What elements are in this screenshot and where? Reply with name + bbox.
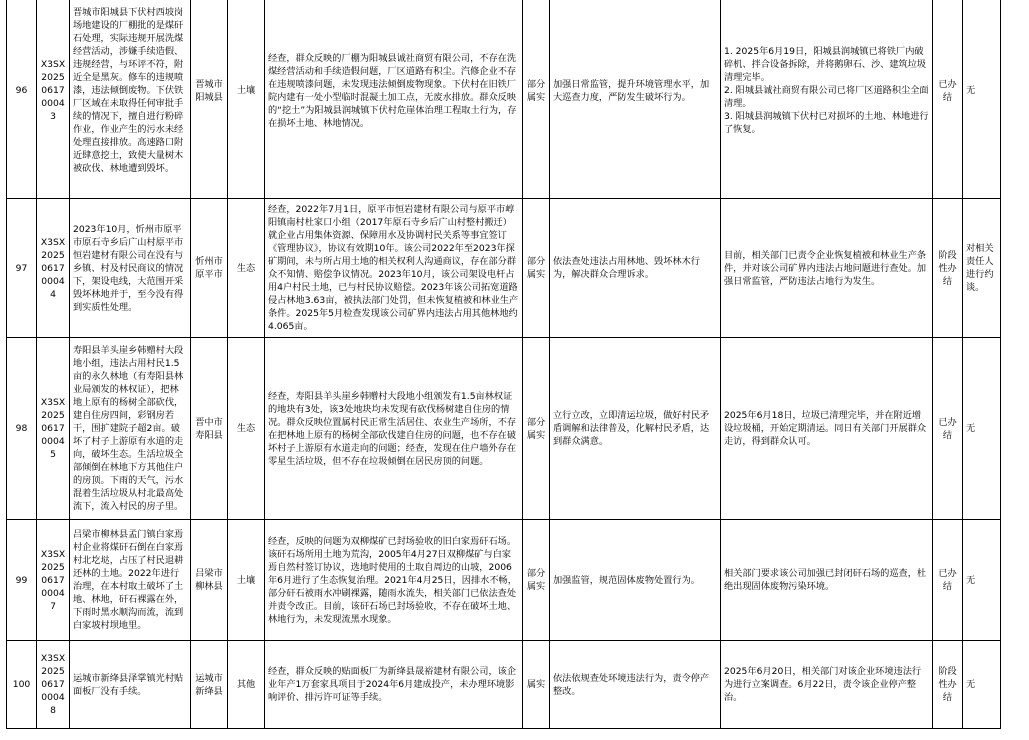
row-number: 97	[7, 199, 37, 338]
handling-result: 阶段性办结	[933, 199, 963, 338]
region: 晋城市阳城县	[191, 0, 228, 199]
case-code: X3SX2025061700047	[37, 520, 70, 641]
case-code: X3SX2025061700048	[37, 641, 70, 729]
case-code: X3SX2025061700045	[37, 338, 70, 520]
pollution-type: 土壤	[228, 0, 265, 199]
row-number: 100	[7, 641, 37, 729]
complaint-content: 运城市新绛县泽掌镇光村贴面板厂没有手续。	[70, 641, 191, 729]
case-code: X3SX2025061700044	[37, 199, 70, 338]
complaint-content: 2023年10月，忻州市原平市原石寺乡后广山村原平市恒岩建材有限公司在没有与乡镇、村及村民商议的情况下，架设电线，大范围开采毁坏林地并于，至今没有得到实质性处理。	[70, 199, 191, 338]
region: 吕梁市柳林县	[191, 520, 228, 641]
investigation-finding: 经查，群众反映的贴面板厂为新绛县晟裕建材有限公司，该企业年产1万套家具项目于2024年6月建成投产，未办理环境影响评价、排污许可证等手续。	[265, 641, 523, 729]
rectification-measures: 加强监管，规范固体废物处置行为。	[550, 520, 721, 641]
truth-status: 部分属实	[523, 338, 550, 520]
rectification-progress: 2025年6月18日，垃圾已清理完毕，并在附近增设垃圾桶，开始定期清运。同日有关部门开展群众走访，得到群众认可。	[721, 338, 933, 520]
truth-status: 部分属实	[523, 199, 550, 338]
investigation-finding: 经查，群众反映的厂棚为阳城县诚社商贸有限公司，不存在洗煤经营活动和手续造假问题，厂区道路有积尘。汽修企业不存在违规喷漆问题，未发现违法倾倒废物现象。下伏村在旧铁厂院内建有一处小型临时混凝土加工点，无废水排放。群众反映的“挖土”为阳城县润城镇下伏村危崖体治理工程取土行为，存在损坏土地、林地情况。	[265, 0, 523, 199]
pollution-type: 土壤	[228, 520, 265, 641]
truth-status: 属实	[523, 641, 550, 729]
accountability: 无	[963, 641, 1001, 729]
complaint-content: 寿阳县羊头崖乡韩赠村大段地小组，违法占用村民1.5亩的永久林地（有寿阳县林业局颁发的林权证），把林地上原有的杨树全部砍伐，建自住房四间，彩钢房若干，围扩建院子超2亩。破坏了村子上游原有水道的走向，破坏生态。生活垃圾全部倾倒在林地下方其他住户的房顶。下雨的天气，污水混着生活垃圾从村北最高处流下，流入村民的房子里。	[70, 338, 191, 520]
rectification-measures: 依法查处违法占用林地、毁坏林木行为，解决群众合理诉求。	[550, 199, 721, 338]
accountability: 无	[963, 520, 1001, 641]
pollution-type: 其他	[228, 641, 265, 729]
truth-status: 部分属实	[523, 0, 550, 199]
table-row	[7, 0, 1001, 199]
rectification-measures: 依法依规查处环境违法行为，责令停产整改。	[550, 641, 721, 729]
row-number: 98	[7, 338, 37, 520]
rectification-progress: 目前，相关部门已责令企业恢复植被和林业生产条件，并对该公司矿界内违法占地问题进行查处。加强日常监管，严防违法占地行为发生。	[721, 199, 933, 338]
row-number: 99	[7, 520, 37, 641]
accountability: 无	[963, 338, 1001, 520]
handling-result: 阶段性办结	[933, 641, 963, 729]
region: 忻州市原平市	[191, 199, 228, 338]
handling-result: 已办结	[933, 338, 963, 520]
rectification-progress: 2025年6月20日，相关部门对该企业环境违法行为进行立案调查。6月22日，责令该企业停产整治。	[721, 641, 933, 729]
table-row	[7, 641, 1001, 729]
investigation-finding: 经查，反映的问题为双柳煤矿已封场验收的旧白家焉矸石场。该矸石场所用土地为荒沟，2005年4月27日双柳煤矿与白家焉自然村签订协议，选地时使用的土取自周边的山坡，2006年6月进行了生态恢复治理。2021年4月25日，因排水不畅，部分矸石被雨水冲刷裸露，随雨水流失，相关部门已依法查处并责令改正。目前，该矸石场已封场验收，不存在破坏土地、林地行为，未发现流黑水现象。	[265, 520, 523, 641]
accountability: 无	[963, 0, 1001, 199]
investigation-finding: 经查，2022年7月1日，原平市恒岩建材有限公司与原平市崞阳镇南村杜家口小组（2017年原石寺乡后广山村整村搬迁）就企业占用集体资源、保障用水及协调村民关系等事宜签订《管理协议》，协议有效期10年。该公司2022年至2023年探矿期间，未与所占用土地的相关权利人沟通商议，存在部分群众不知情、赔偿争议情况。2023年10月，该公司架设电杆占用4户村民土地，已与村民协议赔偿。2023年该公司拓宽道路侵占林地3.63亩，被执法部门处罚，但未恢复植被和林业生产条件。2025年5月检查发现该公司矿界内违法占用其他林地约4.065亩。	[265, 199, 523, 338]
row-number: 96	[7, 0, 37, 199]
region: 晋中市寿阳县	[191, 338, 228, 520]
rectification-measures: 立行立改，立即清运垃圾，做好村民矛盾调解和法律普及，化解村民矛盾，达到群众满意。	[550, 338, 721, 520]
pollution-type: 生态	[228, 338, 265, 520]
accountability: 对相关责任人进行约谈。	[963, 199, 1001, 338]
rectification-progress: 相关部门要求该公司加强已封闭矸石场的巡查，杜绝出现固体废物污染环境。	[721, 520, 933, 641]
rectification-measures: 加强日常监管，提升环境管理水平，加大巡查力度，严防发生破坏行为。	[550, 0, 721, 199]
case-code: X3SX2025061700043	[37, 0, 70, 199]
rectification-progress: 1. 2025年6月19日，阳城县润城镇已将铁厂内破碎机、拌合设备拆除，并将鹅卵石、沙、建筑垃圾清理完毕。 2. 阳城县诚社商贸有限公司已将厂区道路积尘全面清理。 3. 阳城县润城镇下伏村已对损坏的土地、林地进行了恢复。	[721, 0, 933, 199]
table-row	[7, 338, 1001, 520]
handling-result: 已办结	[933, 520, 963, 641]
table-row	[7, 199, 1001, 338]
table-row	[7, 520, 1001, 641]
pollution-type: 生态	[228, 199, 265, 338]
handling-result: 已办结	[933, 0, 963, 199]
complaint-content: 吕梁市柳林县孟门镇白家焉村企业将煤矸石倒在白家焉村北圪垯，占压了村民退耕还林的土地。2022年进行治理，在本村取土破坏了土地、林地，矸石裸露在外，下雨时黑水顺沟而流，流到白家坡村坝地里。	[70, 520, 191, 641]
complaint-table	[6, 0, 1001, 729]
investigation-finding: 经查，寿阳县羊头崖乡韩赠村大段地小组颁发有1.5亩林权证的地块有3处，该3处地块均未发现有砍伐杨树建自住房的情况。群众反映位置属村民正常生活居住、农业生产场所，不存在把林地上原有的杨树全部砍伐建自住房的问题，也不存在破坏村子上游原有水道走向的问题；经查，发现在住户墙外存在零星生活垃圾，但不存在垃圾倾倒在居民房顶的问题。	[265, 338, 523, 520]
truth-status: 部分属实	[523, 520, 550, 641]
complaint-content: 晋城市阳城县下伏村西坡岗场地建设的厂棚批的是煤矸石处理，实际违规开展洗煤经营活动，涉嫌手续造假、违规经营，与环评不符，附近全是黑灰。修车的违规喷漆，违法倾倒废物。下伏铁厂区域在未取得任何审批手续的情况下，擅自进行粉碎作业，作业产生的污水未经处理直接排放。高速路口附近肆意挖土，致使大量树木被砍伐、林地遭到毁坏。	[70, 0, 191, 199]
region: 运城市新绛县	[191, 641, 228, 729]
